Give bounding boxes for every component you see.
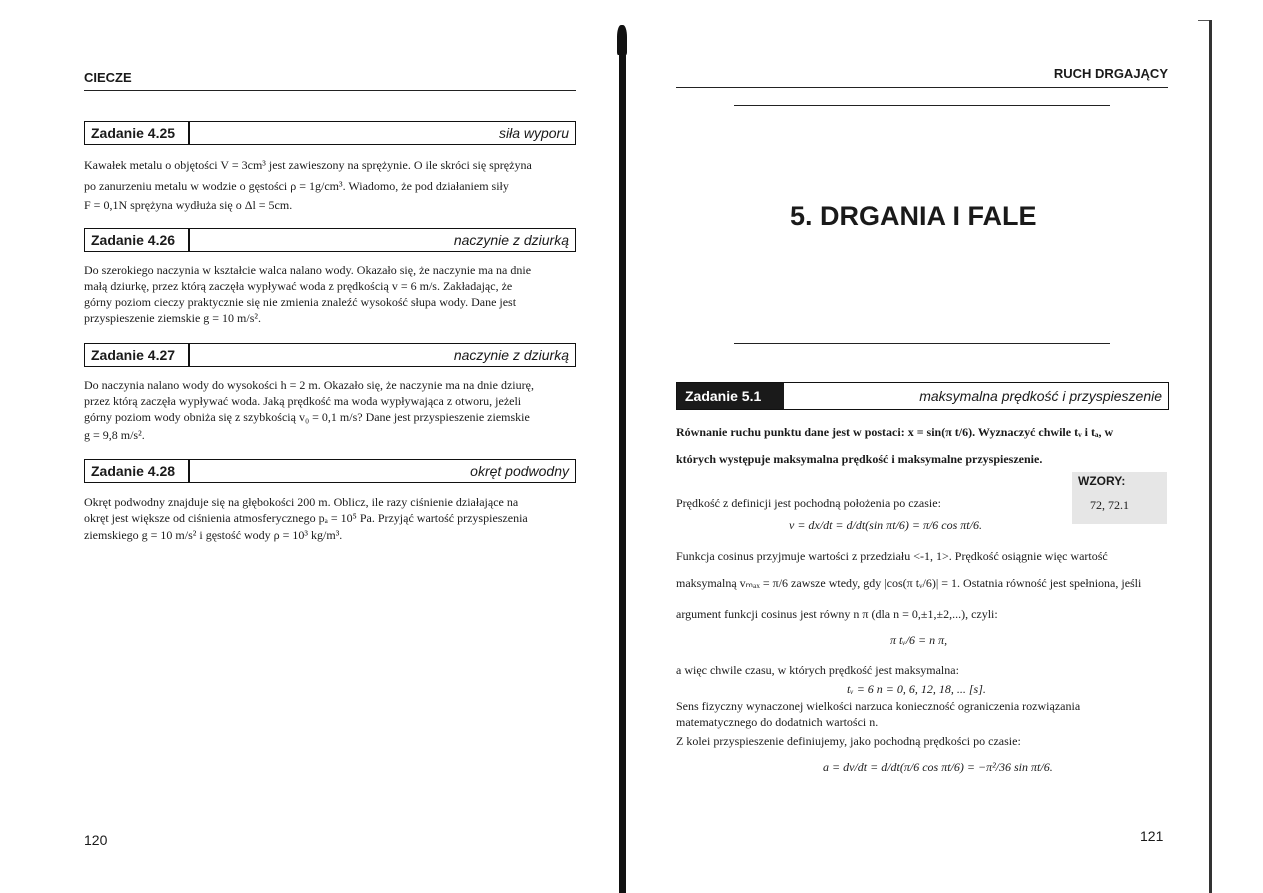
task-header-4-26 (84, 228, 576, 252)
solution-text: maksymalną vₘₐₓ = π/6 zawsze wtedy, gdy |cos(π tᵥ/6)| = 1. Ostatnia równość jest spełniona, jeśli (676, 576, 1142, 590)
task-topic: naczynie z dziurką (453, 347, 569, 363)
task-label: Zadanie 4.26 (85, 229, 190, 251)
formulas-box (1072, 472, 1167, 524)
header-rule (84, 90, 576, 91)
task-text-line: F = 0,1N sprężyna wydłuża się o Δl = 5cm. (84, 198, 293, 212)
task-text-line: po zanurzeniu metalu w wodzie o gęstości ρ = 1g/cm³. Wiadomo, że pod działaniem siły (84, 179, 509, 193)
equation-times: tᵥ = 6 n = 0, 6, 12, 18, ... [s]. (847, 682, 986, 696)
spine-shadow (619, 30, 626, 893)
solution-text: a więc chwile czasu, w których prędkość jest maksymalna: (676, 663, 959, 677)
page-edge (1209, 20, 1212, 893)
page-number: 120 (84, 832, 108, 848)
right-page (640, 0, 1263, 893)
task-text-line: małą dziurkę, przez którą zaczęła wypływać woda z prędkością v = 6 m/s. Zakładając, że (84, 279, 513, 293)
task-label: Zadanie 4.28 (85, 460, 190, 482)
solution-text: matematycznego do dodatnich wartości n. (676, 715, 879, 729)
formulas-title: WZORY: (1078, 474, 1126, 488)
task-text-line: przyspieszenie ziemskie g = 10 m/s². (84, 311, 261, 325)
task-statement: Równanie ruchu punktu dane jest w postaci: x = sin(π t/6). Wyznaczyć chwile tᵥ i tₐ, w (676, 425, 1114, 439)
task-topic: naczynie z dziurką (453, 232, 569, 248)
task-header-4-28 (84, 459, 576, 483)
task-header-4-25 (84, 121, 576, 145)
right-running-head: RUCH DRGAJĄCY (1053, 66, 1168, 81)
solution-text: Prędkość z definicji jest pochodną położenia po czasie: (676, 496, 941, 510)
equation-acceleration: a = dv/dt = d/dt(π/6 cos πt/6) = −π²/36 sin πt/6. (823, 760, 1053, 774)
header-rule (676, 87, 1168, 88)
task-label: Zadanie 4.27 (85, 344, 190, 366)
equation-argument: π tᵥ/6 = n π, (890, 633, 948, 647)
task-topic: maksymalna prędkość i przyspieszenie (919, 388, 1162, 404)
task-text-line: Kawałek metalu o objętości V = 3cm³ jest zawieszony na sprężynie. O ile skróci się sprężyna (84, 158, 532, 172)
task-header-5-1 (676, 382, 1169, 410)
solution-text: argument funkcji cosinus jest równy n π (dla n = 0,±1,±2,...), czyli: (676, 607, 998, 621)
page-number: 121 (1140, 828, 1164, 844)
solution-text: Funkcja cosinus przyjmuje wartości z przedziału <-1, 1>. Prędkość osiągnie więc wartość (676, 549, 1108, 563)
left-page (0, 0, 600, 893)
task-text-line: Do naczynia nalano wody do wysokości h = 2 m. Okazało się, że naczynie ma na dnie dziurę, (84, 378, 534, 392)
task-text-line: okręt jest większe od ciśnienia atmosferycznego pₐ = 10⁵ Pa. Przyjąć wartość przyspieszenia (84, 511, 528, 525)
task-topic: okręt podwodny (470, 463, 569, 479)
task-text-line: Okręt podwodny znajduje się na głębokości 200 m. Oblicz, ile razy ciśnienie działające na (84, 495, 519, 509)
task-text-line: ziemskiego g = 10 m/s² i gęstość wody ρ = 10³ kg/m³. (84, 528, 343, 542)
solution-text: Z kolei przyspieszenie definiujemy, jako pochodną prędkości po czasie: (676, 734, 1021, 748)
equation-velocity: v = dx/dt = d/dt(sin πt/6) = π/6 cos πt/6. (789, 518, 982, 532)
task-text-line: przez którą zaczęła wypływać woda. Jaką prędkość ma woda wypływająca z otworu, jeżeli (84, 394, 522, 408)
formulas-value: 72, 72.1 (1090, 498, 1129, 512)
task-header-4-27 (84, 343, 576, 367)
task-label: Zadanie 4.25 (85, 122, 190, 144)
task-text-line: g = 9,8 m/s². (84, 428, 145, 442)
task-text-line: Do szerokiego naczynia w kształcie walca nalano wody. Okazało się, że naczynie ma na dnie (84, 263, 532, 277)
task-topic: siła wyporu (498, 125, 569, 141)
task-text-line: górny poziom cieczy praktycznie się nie zmienia znaleźć wysokość słupa wody. Dane jest (84, 295, 517, 309)
solution-text: Sens fizyczny wynaczonej wielkości narzuca konieczność ograniczenia rozwiązania (676, 699, 1081, 713)
task-text-line: górny poziom wody obniża się z szybkością v₀ = 0,1 m/s? Dane jest przyspieszenie ziemskie (84, 410, 530, 424)
chapter-rule-bottom (734, 343, 1110, 344)
left-running-head: CIECZE (84, 70, 132, 85)
task-statement: których występuje maksymalna prędkość i maksymalne przyspieszenie. (676, 452, 1043, 466)
chapter-rule-top (734, 105, 1110, 106)
task-label: Zadanie 5.1 (677, 383, 784, 409)
chapter-title: 5. DRGANIA I FALE (790, 201, 1037, 231)
